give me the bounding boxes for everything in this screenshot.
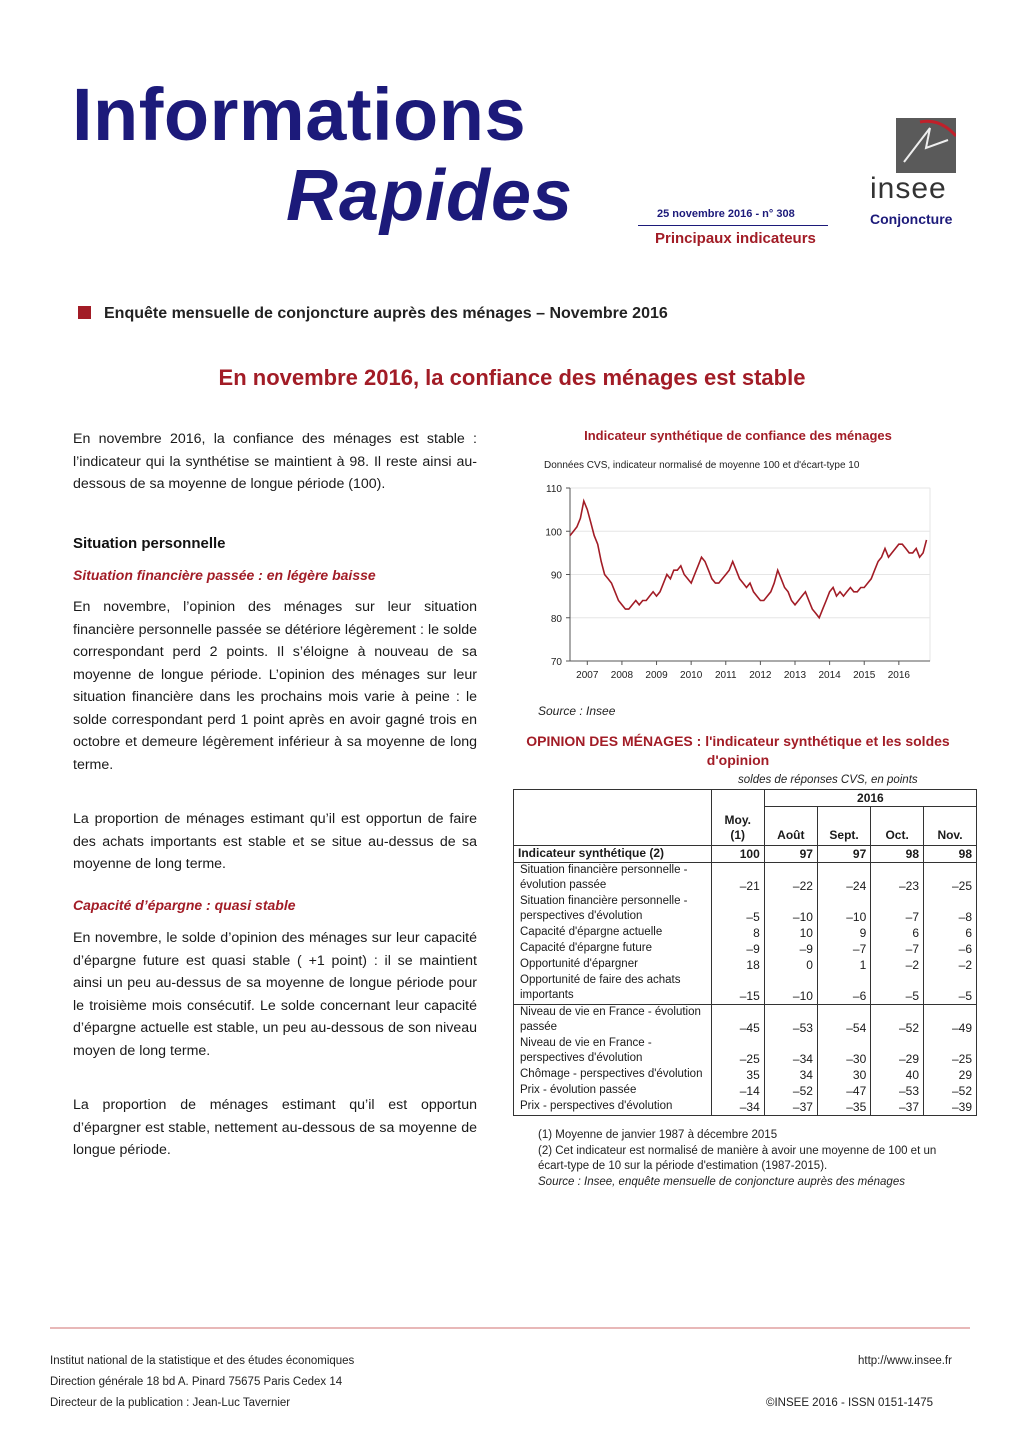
cell-value: –6 xyxy=(817,973,870,1005)
cell-value: 18 xyxy=(711,957,764,973)
footer-copyright: ©INSEE 2016 - ISSN 0151-1475 xyxy=(766,1397,934,1409)
cell-value: –37 xyxy=(871,1099,924,1116)
intro-paragraph: En novembre 2016, la confiance des ménages est stable : l’indicateur qui la synthétise se maintient à 98. Il reste ainsi au-dessous de sa moyenne de longue période (100). xyxy=(73,431,477,492)
x-tick-label: 2012 xyxy=(749,670,772,681)
body-paragraph: La proportion de ménages estimant qu’il est opportun d’épargner est stable, nettement au-dessous de sa moyenne de longue période. xyxy=(73,1097,477,1158)
y-tick-label: 70 xyxy=(550,657,562,668)
survey-title: Enquête mensuelle de conjoncture auprès des ménages – Novembre 2016 xyxy=(104,305,668,322)
x-tick-label: 2013 xyxy=(783,670,807,681)
cell-value: –53 xyxy=(764,1004,817,1036)
x-tick-label: 2008 xyxy=(610,670,634,681)
cell-value: –21 xyxy=(711,862,764,894)
cell-value: 10 xyxy=(764,925,817,941)
cell-value: 98 xyxy=(924,845,977,862)
chart-subtitle: Données CVS, indicateur normalisé de moyenne 100 et d'écart-type 10 xyxy=(544,460,860,471)
row-label: Situation financière personnelle - perspectives d'évolution xyxy=(514,894,712,925)
header-blank xyxy=(514,807,712,846)
opinion-table xyxy=(513,789,977,1116)
row-label: Capacité d'épargne actuelle xyxy=(514,925,712,941)
cell-value: 100 xyxy=(711,845,764,862)
table-header-row xyxy=(514,790,977,807)
x-tick-label: 2015 xyxy=(853,670,876,681)
cell-value: –37 xyxy=(764,1099,817,1116)
column-header: Moy. (1) xyxy=(711,807,764,846)
row-label: Prix - perspectives d'évolution xyxy=(514,1099,712,1116)
table-row xyxy=(514,845,977,862)
cell-value: –53 xyxy=(871,1083,924,1099)
column-header: Sept. xyxy=(817,807,870,846)
cell-value: 40 xyxy=(871,1067,924,1083)
cell-value: –25 xyxy=(924,1036,977,1067)
table-row xyxy=(514,1083,977,1099)
cell-value: 35 xyxy=(711,1067,764,1083)
row-label: Niveau de vie en France - perspectives d'évolution xyxy=(514,1036,712,1067)
header-year: 2016 xyxy=(764,790,976,807)
masthead-title: Informations xyxy=(72,73,527,156)
row-label: Prix - évolution passée xyxy=(514,1083,712,1099)
chart-title: Indicateur synthétique de confiance des ménages xyxy=(584,428,892,443)
cell-value: –2 xyxy=(871,957,924,973)
row-label: Capacité d'épargne future xyxy=(514,941,712,957)
headline: En novembre 2016, la confiance des ménages est stable xyxy=(218,365,806,390)
masthead-subtitle: Rapides xyxy=(286,156,574,236)
cell-value: 6 xyxy=(871,925,924,941)
cell-value: 0 xyxy=(764,957,817,973)
y-tick-label: 110 xyxy=(546,484,562,495)
cell-value: –2 xyxy=(924,957,977,973)
row-label: Niveau de vie en France - évolution passée xyxy=(514,1004,712,1036)
cell-value: –25 xyxy=(711,1036,764,1067)
table-source: Source : Insee, enquête mensuelle de conjoncture auprès des ménages xyxy=(538,1175,905,1188)
y-tick-label: 100 xyxy=(545,527,562,539)
cell-value: –23 xyxy=(871,862,924,894)
row-label: Indicateur synthétique (2) xyxy=(514,845,712,862)
cell-value: –47 xyxy=(817,1083,870,1099)
cell-value: –5 xyxy=(711,894,764,925)
footer-url[interactable]: http://www.insee.fr xyxy=(858,1355,952,1367)
cell-value: 34 xyxy=(764,1067,817,1083)
table-title xyxy=(512,732,964,770)
masthead-rule xyxy=(638,225,828,226)
note-2: (2) Cet indicateur est normalisé de manière à avoir une moyenne de 100 et un écart-type de 10 sur la période d'estimation (1987-2015). xyxy=(538,1144,937,1172)
cell-value: –10 xyxy=(764,973,817,1005)
section-heading: Situation personnelle xyxy=(73,535,226,552)
cell-value: 98 xyxy=(871,845,924,862)
table-row xyxy=(514,1004,977,1036)
x-tick-label: 2016 xyxy=(887,670,910,681)
cell-value: –7 xyxy=(871,894,924,925)
footer-institute: Institut national de la statistique et des études économiques xyxy=(50,1355,355,1367)
table-row xyxy=(514,1067,977,1083)
logo-wordmark: insee xyxy=(870,172,947,205)
cell-value: 9 xyxy=(817,925,870,941)
square-bullet-icon xyxy=(78,306,91,319)
header-blank xyxy=(514,790,712,807)
table-title-text: OPINION DES MÉNAGES : l'indicateur synthétique et les soldes d'opinion xyxy=(526,733,950,768)
column-header: Nov. xyxy=(924,807,977,846)
note-1: (1) Moyenne de janvier 1987 à décembre 2015 xyxy=(538,1129,778,1141)
cell-value: –15 xyxy=(711,973,764,1005)
table-row xyxy=(514,925,977,941)
chart-source: Source : Insee xyxy=(538,704,616,718)
table-row xyxy=(514,973,977,1005)
logo-subtitle: Conjoncture xyxy=(870,211,953,227)
row-label: Opportunité de faire des achats importants xyxy=(514,973,712,1005)
row-label: Chômage - perspectives d'évolution xyxy=(514,1067,712,1083)
cell-value: –52 xyxy=(871,1004,924,1036)
table-notes xyxy=(538,1128,938,1190)
cell-value: –7 xyxy=(817,941,870,957)
x-tick-label: 2014 xyxy=(818,670,841,681)
table-row xyxy=(514,894,977,925)
cell-value: –52 xyxy=(924,1083,977,1099)
x-tick-label: 2007 xyxy=(576,670,599,681)
body-paragraph: La proportion de ménages estimant qu’il est opportun de faire des achats importants est stable et se situe au-dessus de sa moyenne de long terme. xyxy=(73,811,477,872)
cell-value: –35 xyxy=(817,1099,870,1116)
cell-value: –25 xyxy=(924,862,977,894)
footer-director: Directeur de la publication : Jean-Luc Tavernier xyxy=(50,1397,291,1409)
cell-value: –9 xyxy=(711,941,764,957)
subsection-heading: Situation financière passée : en légère baisse xyxy=(73,567,376,583)
row-label: Opportunité d'épargner xyxy=(514,957,712,973)
row-label: Situation financière personnelle - évolution passée xyxy=(514,862,712,894)
cell-value: 6 xyxy=(924,925,977,941)
y-tick-label: 80 xyxy=(550,613,562,625)
cell-value: –6 xyxy=(924,941,977,957)
cell-value: –9 xyxy=(764,941,817,957)
cell-value: –34 xyxy=(711,1099,764,1116)
cell-value: –49 xyxy=(924,1004,977,1036)
cell-value: –52 xyxy=(764,1083,817,1099)
cell-value: –24 xyxy=(817,862,870,894)
subsection-heading: Capacité d’épargne : quasi stable xyxy=(73,897,296,913)
cell-value: 97 xyxy=(764,845,817,862)
body-paragraph: En novembre, l’opinion des ménages sur leur situation financière personnelle passée se détériore légèrement : le solde correspondant perd 2 points. Il s’éloigne à nouveau de sa moyenne de longue période. L’opinion des ménages sur leur situation financière dans les prochains mois varie à peine : le solde correspondant perd 1 point après en avoir gagné trois en octobre et demeure légèrement inférieur à sa moyenne de long terme. xyxy=(73,599,477,773)
cell-value: 1 xyxy=(817,957,870,973)
issue-number: 25 novembre 2016 - n° 308 xyxy=(657,208,795,220)
cell-value: 29 xyxy=(924,1067,977,1083)
issue-category: Principaux indicateurs xyxy=(655,230,816,247)
header-blank xyxy=(711,790,764,807)
footer-rule xyxy=(50,1327,970,1329)
cell-value: –22 xyxy=(764,862,817,894)
table-header-row xyxy=(514,807,977,846)
cell-value: –45 xyxy=(711,1004,764,1036)
y-tick-label: 90 xyxy=(550,570,562,582)
x-tick-label: 2011 xyxy=(715,670,737,681)
cell-value: –34 xyxy=(764,1036,817,1067)
cell-value: –14 xyxy=(711,1083,764,1099)
confidence-chart xyxy=(530,478,940,688)
table-row xyxy=(514,862,977,894)
cell-value: –29 xyxy=(871,1036,924,1067)
cell-value: –7 xyxy=(871,941,924,957)
cell-value: –39 xyxy=(924,1099,977,1116)
x-tick-label: 2010 xyxy=(680,670,703,681)
cell-value: –30 xyxy=(817,1036,870,1067)
cell-value: 97 xyxy=(817,845,870,862)
body-paragraph: En novembre, le solde d’opinion des ménages sur leur capacité d’épargne future est quasi stable ( +1 point) : il se maintient ainsi un peu au-dessus de sa moyenne de longue période pour le troisième mois consécutif. Le solde concernant leur capacité d’épargne actuelle est stable, un peu au-dessous de son niveau moyen de long terme. xyxy=(73,930,477,1059)
cell-value: 30 xyxy=(817,1067,870,1083)
table-row xyxy=(514,1036,977,1067)
insee-logo xyxy=(862,116,962,231)
table-row xyxy=(514,1099,977,1116)
x-tick-label: 2009 xyxy=(645,670,668,681)
cell-value: 8 xyxy=(711,925,764,941)
cell-value: –8 xyxy=(924,894,977,925)
column-header: Août xyxy=(764,807,817,846)
column-header: Oct. xyxy=(871,807,924,846)
cell-value: –54 xyxy=(817,1004,870,1036)
cell-value: –5 xyxy=(924,973,977,1005)
table-row xyxy=(514,957,977,973)
cell-value: –10 xyxy=(817,894,870,925)
footer-address: Direction générale 18 bd A. Pinard 75675 Paris Cedex 14 xyxy=(50,1376,343,1388)
table-row xyxy=(514,941,977,957)
table-unit: soldes de réponses CVS, en points xyxy=(738,774,918,786)
logo-mark-icon xyxy=(896,118,956,173)
cell-value: –5 xyxy=(871,973,924,1005)
cell-value: –10 xyxy=(764,894,817,925)
